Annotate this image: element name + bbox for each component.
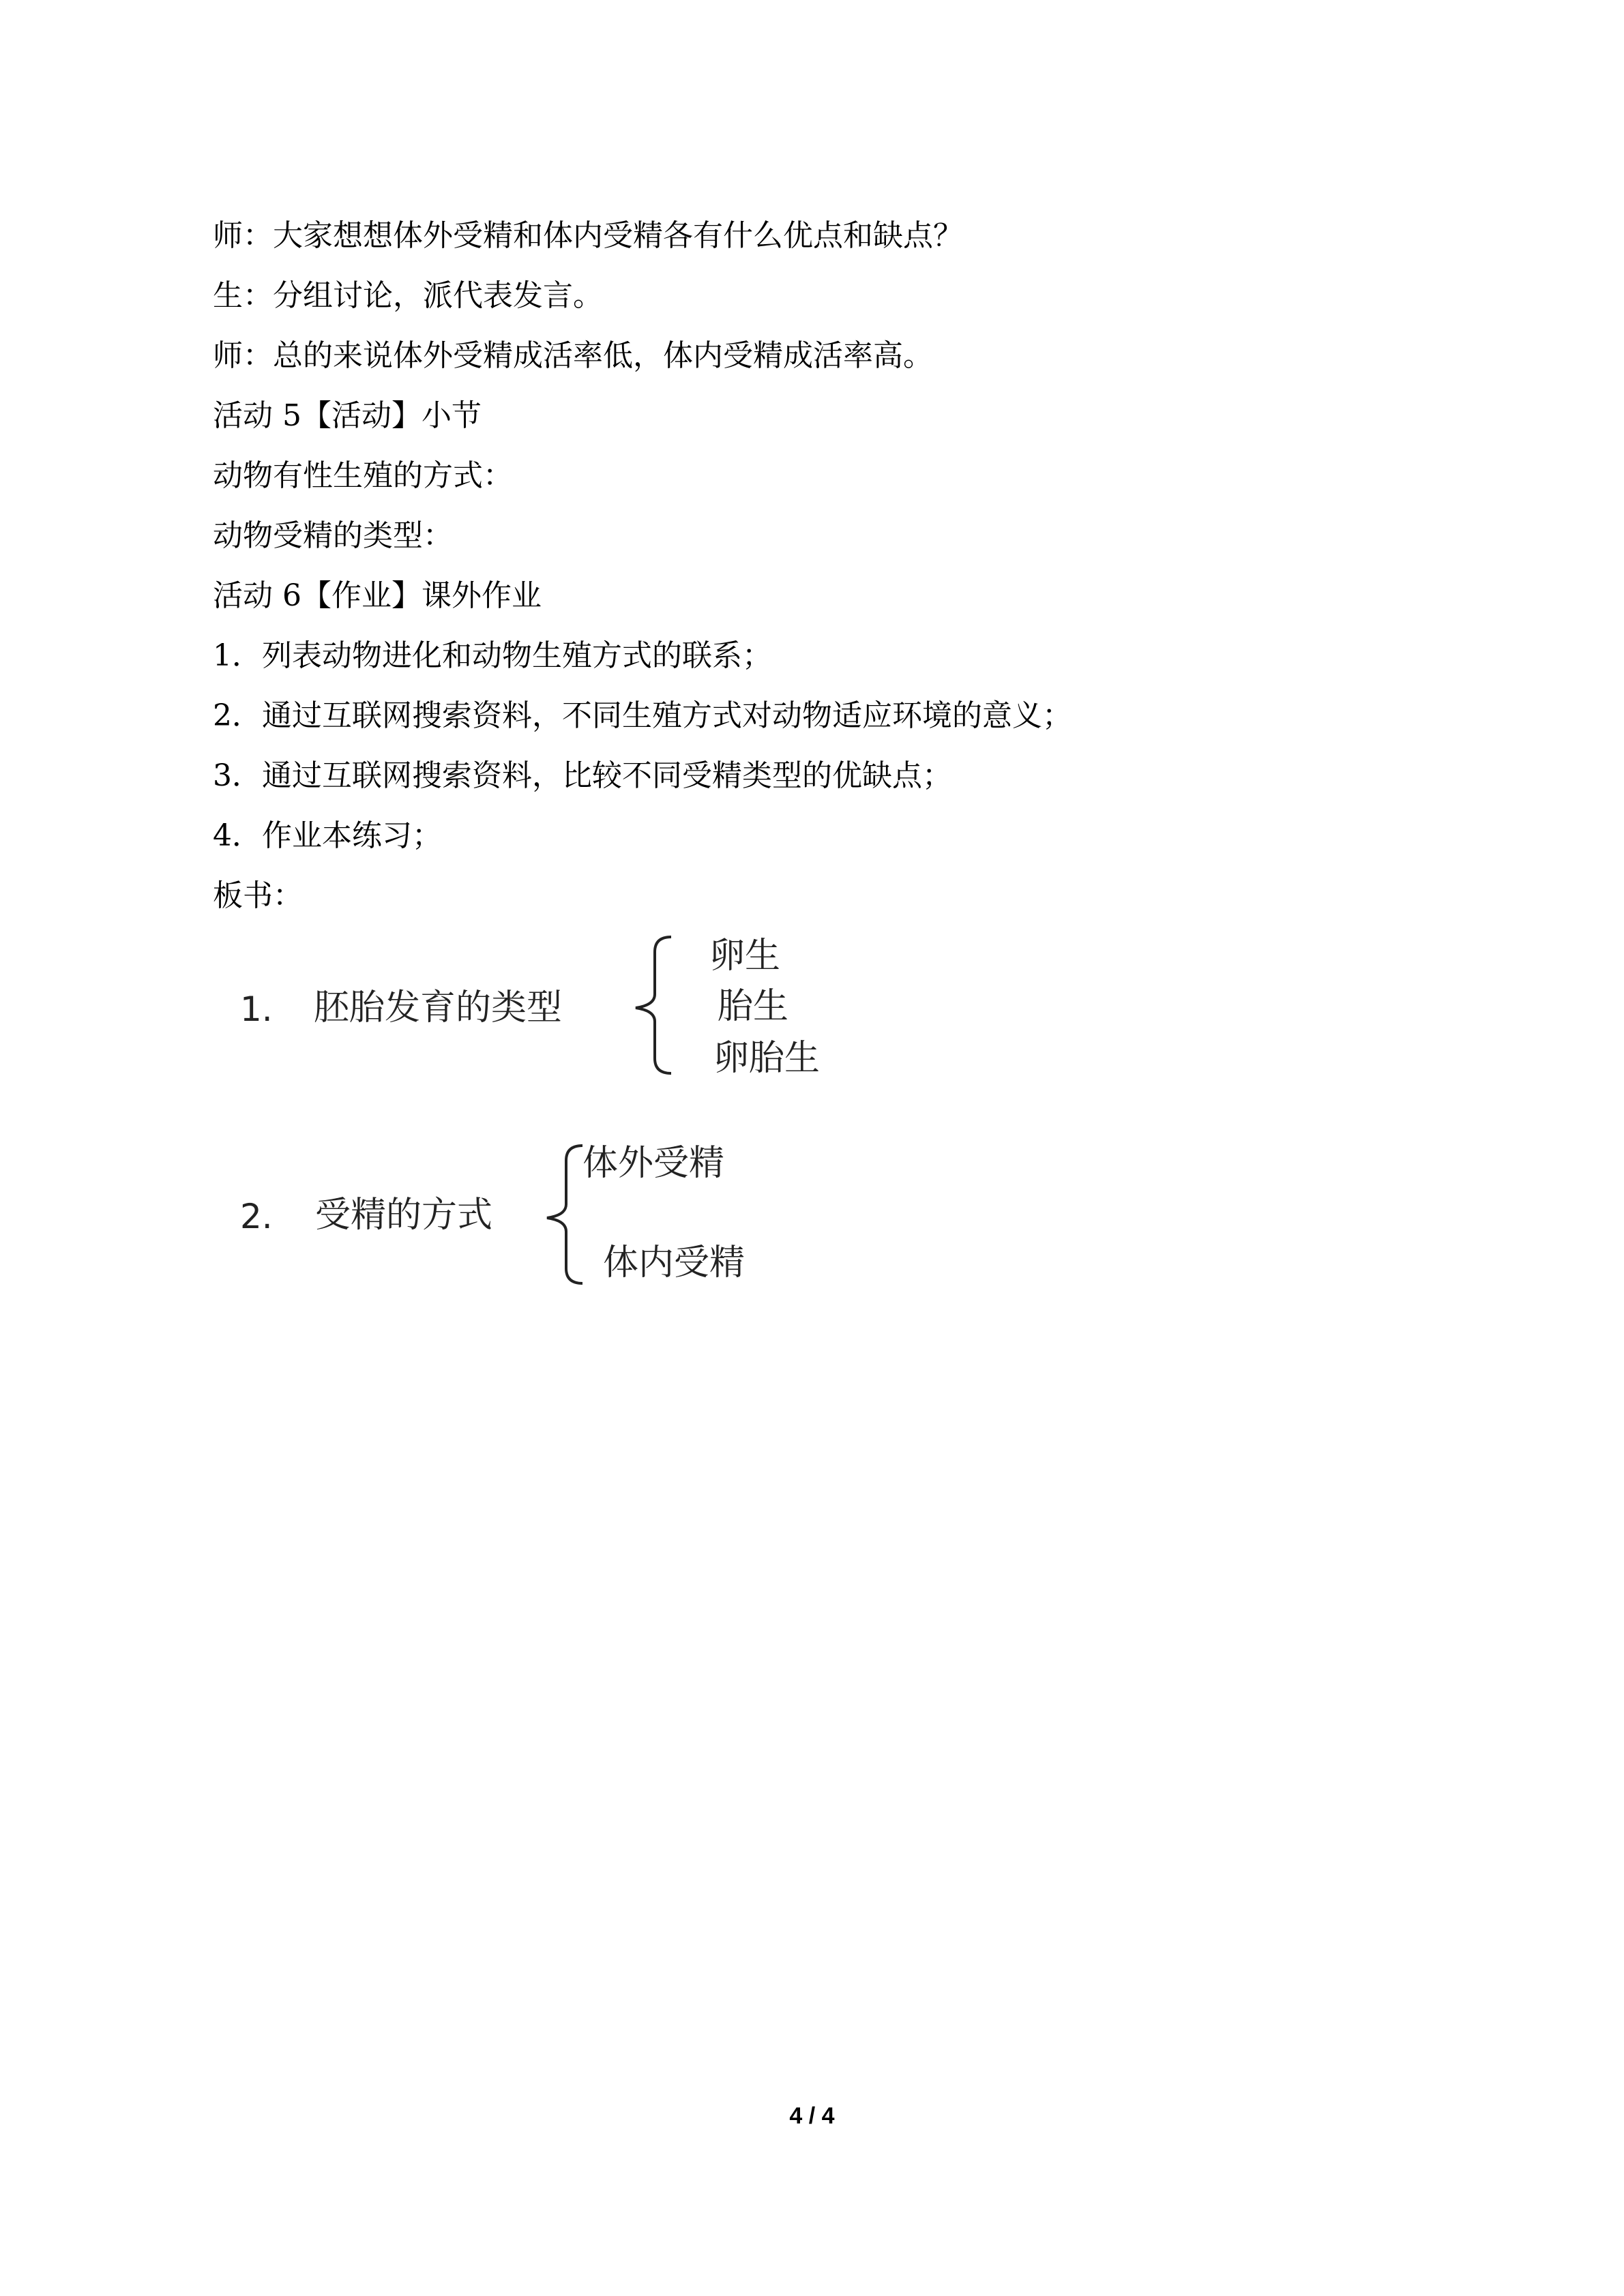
board-branch-external-fertilization: 体外受精 <box>582 1143 725 1184</box>
text-line-homework-1: 1．列表动物进化和动物生殖方式的联系； <box>213 638 772 673</box>
board-branch-ovoviviparous: 卵胎生 <box>713 1038 821 1079</box>
text-line-homework-4: 4．作业本练习； <box>213 818 442 853</box>
text-line-teacher-summary: 师：总的来说体外受精成活率低，体内受精成活率高。 <box>213 338 933 373</box>
page-number: 4 / 4 <box>789 2103 835 2129</box>
curly-brace-icon <box>535 1143 589 1286</box>
text-line-activity-6: 活动 6【作业】课外作业 <box>213 578 542 613</box>
text-line-homework-2: 2．通过互联网搜索资料，不同生殖方式对动物适应环境的意义； <box>213 698 1072 733</box>
board-branch-internal-fertilization: 体内受精 <box>603 1242 745 1283</box>
board-item-2-label: 受精的方式 <box>315 1195 493 1236</box>
text-line-sexual-reproduction: 动物有性生殖的方式： <box>213 458 513 493</box>
text-line-homework-3: 3．通过互联网搜索资料，比较不同受精类型的优缺点； <box>213 758 952 793</box>
text-line-board-heading: 板书： <box>213 878 303 913</box>
text-line-activity-5: 活动 5【活动】小节 <box>213 398 482 433</box>
curly-brace-icon <box>623 934 678 1076</box>
text-line-fertilization-types: 动物受精的类型： <box>213 518 453 553</box>
text-line-student-discussion: 生：分组讨论，派代表发言。 <box>213 278 603 313</box>
text-line-teacher-question: 师：大家想想体外受精和体内受精各有什么优点和缺点？ <box>213 218 963 253</box>
board-branch-oviparous: 卵生 <box>709 936 781 976</box>
board-item-2-number: 2. <box>240 1197 273 1236</box>
board-branch-viviparous: 胎生 <box>718 986 789 1027</box>
board-item-1-number: 1. <box>240 989 273 1029</box>
board-item-1-label: 胚胎发育的类型 <box>314 987 563 1028</box>
